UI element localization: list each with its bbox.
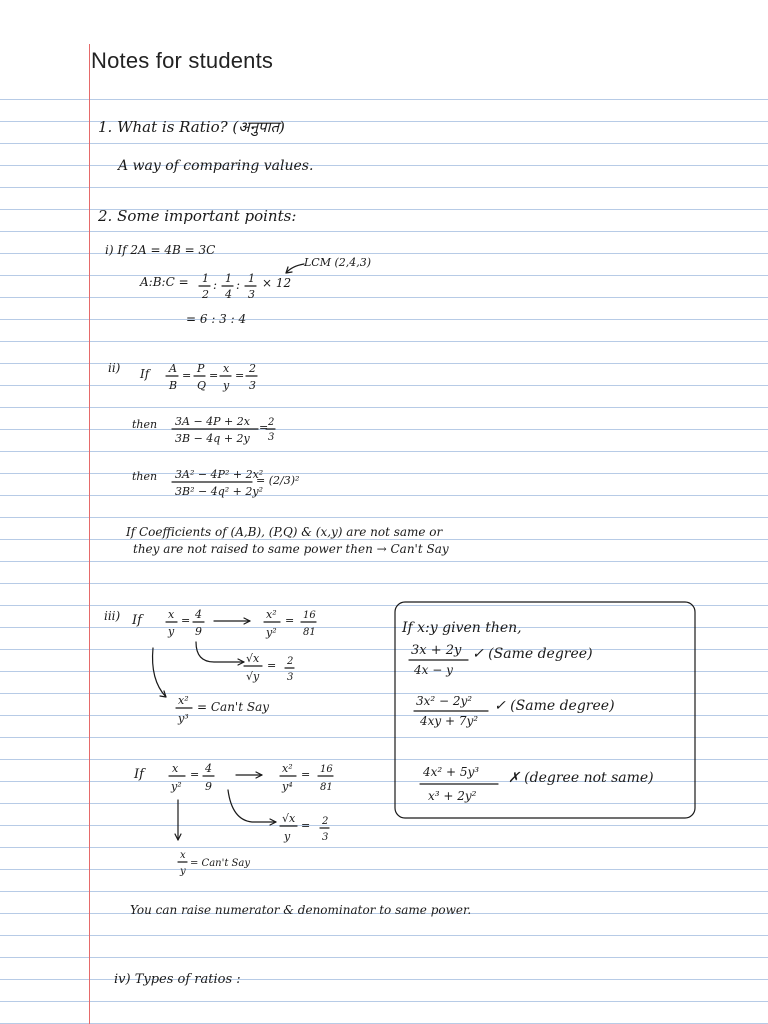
box-e2-n: 3x² − 2y²	[416, 694, 473, 708]
box-e1-n: 3x + 2y	[411, 643, 462, 658]
p3-rhs-n: 4	[195, 608, 202, 621]
footer-note: You can raise numerator & denominator to same power.	[130, 903, 472, 917]
p3-eq: =	[190, 768, 200, 781]
ratio-lhs: A:B:C =	[140, 275, 189, 289]
p3-root-d: √y	[246, 670, 260, 683]
p2-eq: =	[235, 369, 245, 382]
q2-heading: 2. Some important points:	[98, 207, 297, 225]
p3-b-rhs-n: 4	[205, 762, 212, 775]
p3-x: x	[168, 608, 175, 621]
p2-frac-n: 2	[249, 362, 256, 375]
lcm-note: LCM (2,4,3)	[304, 256, 372, 269]
p2-note-1: If Coefficients of (A,B), (P,Q) & (x,y) are not same or	[126, 525, 443, 539]
p3-label: iii)	[104, 609, 121, 623]
box-e2-note: ✓ (Same degree)	[494, 698, 615, 714]
p2-note-2: they are not raised to same power then → Can't Say	[133, 542, 449, 556]
frac-den-2: 4	[225, 288, 232, 301]
p3-sq-n: x²	[266, 608, 277, 621]
p3-cube-d: y³	[178, 712, 189, 725]
arrow-cube	[153, 648, 166, 697]
p3-sq-rhs-n: 16	[303, 610, 316, 621]
p3-eq: =	[181, 614, 191, 627]
box-intro: If x:y given then,	[402, 620, 522, 636]
p3-broot-n: √x	[282, 812, 296, 825]
p3-bcant-rhs: = Can't Say	[190, 858, 251, 869]
p3-bsq-rhs-n: 16	[320, 764, 333, 775]
p2-frac-d: B	[169, 379, 178, 392]
expr1-rhs-d: 3	[268, 432, 275, 443]
p3-b-d: y²	[171, 780, 182, 793]
box-e1-note: ✓ (Same degree)	[472, 646, 593, 662]
ratio-sep: :	[236, 278, 241, 292]
p3-root-rhs-n: 2	[287, 656, 294, 667]
p3-rhs-d: 9	[195, 625, 202, 638]
p3-cube-n: x²	[178, 694, 189, 707]
p3-if-2: If	[134, 767, 144, 782]
expr1-num: 3A − 4P + 2x	[175, 415, 250, 428]
p3-broot-rhs-d: 3	[322, 832, 329, 843]
q3-heading: iv) Types of ratios :	[114, 972, 241, 987]
frac-den-3: 3	[248, 288, 255, 301]
frac-num-3: 1	[248, 272, 255, 285]
p3-broot-d: y	[284, 830, 291, 843]
expr2-den: 3B² − 4q² + 2y²	[175, 485, 263, 498]
expr1-eq: =	[259, 421, 269, 434]
box-e2-d: 4xy + 7y²	[420, 714, 479, 728]
p3-sq-rhs-d: 81	[303, 627, 316, 638]
p2-frac-d: y	[223, 379, 230, 392]
p3-bsq-d: y⁴	[282, 780, 293, 793]
lcm-arrow	[286, 264, 304, 273]
p3-root-n: √x	[246, 652, 260, 665]
p3-cube-rhs: = Can't Say	[197, 700, 270, 714]
p3-if: If	[132, 613, 142, 628]
p2-eq: =	[209, 369, 219, 382]
box-e3-n: 4x² + 5y³	[423, 765, 480, 779]
p3-b-rhs-d: 9	[205, 780, 212, 793]
p3-b-n: x	[172, 762, 179, 775]
then-1: then	[132, 418, 158, 431]
box-e3-note: ✗ (degree not same)	[508, 770, 654, 786]
p2-frac-d: 3	[249, 379, 256, 392]
ratio-sep: :	[213, 278, 218, 292]
ratio-result: = 6 : 3 : 4	[186, 312, 247, 326]
then-2: then	[132, 470, 158, 483]
p3-y: y	[168, 625, 175, 638]
box-e1-d: 4x − y	[414, 663, 453, 677]
frac-num-2: 1	[225, 272, 232, 285]
p2-eq: =	[182, 369, 192, 382]
expr2-rhs: = (2/3)²	[256, 474, 300, 487]
p2-frac-n: x	[223, 362, 230, 375]
p3-root-rhs-d: 3	[287, 672, 294, 683]
q1-heading: 1. What is Ratio? (अनुपात)	[98, 118, 285, 136]
arrow-root-2	[228, 790, 276, 822]
p3-broot-rhs-n: 2	[322, 816, 329, 827]
frac-den-1: 2	[202, 288, 209, 301]
ratio-times: × 12	[262, 276, 292, 290]
box-e3-d: x³ + 2y²	[428, 789, 477, 803]
p1-given: i) If 2A = 4B = 3C	[105, 243, 216, 257]
p2-frac-d: Q	[197, 379, 207, 392]
p3-bcant-n: x	[180, 850, 186, 861]
p3-bsq-n: x²	[282, 762, 293, 775]
q1-answer: A way of comparing values.	[118, 158, 314, 174]
arrow-root	[196, 642, 244, 662]
p3-sq-d: y²	[266, 626, 277, 639]
p2-frac-n: A	[169, 362, 177, 375]
p3-eq: =	[301, 768, 311, 781]
p2-label: ii)	[108, 361, 121, 375]
p3-bcant-d: y	[180, 866, 186, 877]
page-title: Notes for students	[91, 48, 274, 73]
p2-if: If	[140, 367, 150, 381]
frac-num-1: 1	[202, 272, 209, 285]
expr1-rhs-n: 2	[268, 417, 275, 428]
p3-eq: =	[301, 819, 311, 832]
p2-frac-n: P	[197, 362, 205, 375]
expr2-num: 3A² − 4P² + 2x²	[175, 468, 264, 481]
p3-eq: =	[285, 614, 295, 627]
p3-eq: =	[267, 659, 277, 672]
p3-bsq-rhs-d: 81	[320, 782, 333, 793]
expr1-den: 3B − 4q + 2y	[175, 432, 250, 445]
